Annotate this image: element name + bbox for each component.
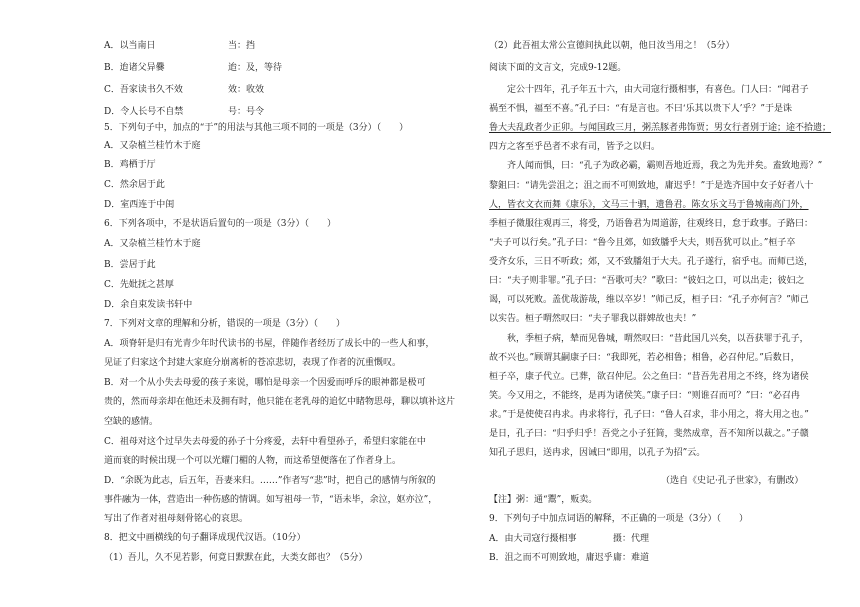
option-line: B．鸡栖于厅 <box>104 160 156 170</box>
passage-line: 齐人闻而惧，曰：“孔子为政必霸，霸则吾地近焉，我之为先并矣。盍致地焉？” <box>507 161 823 171</box>
option-line: B．尝居于此 <box>104 260 156 270</box>
text-line: 见证了归家这个封建大家庭分崩离析的苍凉悲切，表现了作者的沉重慨叹。 <box>104 358 402 368</box>
passage-line: 祸至不惧，福至不喜。”孔子曰：“有是言也。不曰‘乐其以贵下人’乎？”于是诛 <box>489 104 793 114</box>
passage-line: 受齐女乐，三日不听政；郊，又不致膰俎于大夫。孔子遂行，宿乎屯。而师已送， <box>489 257 814 267</box>
passage-line: 黎鉏曰：“请先尝沮之；沮之而不可则致地，庸迟乎！”于是选齐国中女子好者八十 <box>489 181 814 191</box>
option-line: D．令人长号不自禁 号：号令 <box>104 107 265 117</box>
passage-line: 曰：“夫子则非罪。”孔子曰：“吾歌可夫？”歌曰：“彼妇之口，可以出走；彼妇之 <box>489 276 805 286</box>
passage-line: 是日，孔子曰：“归乎归乎！吾党之小子狂简，斐然成章，吾不知所以裁之。”子赣 <box>489 429 809 439</box>
option-line: B．沮之而不可则致地，庸迟乎庸：难道 <box>489 553 650 563</box>
text-line: 事件融为一体，营造出一种伤感的情调。如写祖母一节，“语未毕，余泣，妪亦泣”， <box>104 495 438 505</box>
passage-line: 知孔子思归，送冉求，因诫曰“即用，以孔子为招”云。 <box>489 448 706 458</box>
source-citation: （选自《史记·孔子世家》，有删改） <box>661 476 804 486</box>
text-line: 道而衰的时候出现一个可以光耀门楣的人物，而这希望便落在了作者身上。 <box>104 456 402 466</box>
passage-line: 季桓子微服往观再三，将受，乃语鲁君为周道游，往观终日，怠于政事。子路曰： <box>489 219 814 229</box>
text-line: 写出了作者对祖母刻骨铭心的哀思。 <box>104 514 249 524</box>
passage-line: 以实告。桓子喟然叹曰：“夫子罪我以群婢故也夫！” <box>489 314 697 324</box>
text-line: 贵的，然而母亲却在他还未及拥有时，他只能在老乳母的追忆中睹物思母，聊以填补这片 <box>104 397 456 407</box>
passage-line-underlined: 鲁大夫乱政者少正卯。与闻国政三月，粥羔豚者弗饰贾；男女行者别于途；途不拾遗； <box>489 123 832 133</box>
text-line: C．祖母对这个过早失去母爱的孙子十分疼爱，去轩中看望孙子，希望归家能在中 <box>104 437 426 447</box>
text-line: A．项脊轩是归有光青少年时代读书的书屋，伴随作者经历了成长中的一些人和事， <box>104 339 435 349</box>
option-line: A．以当南日 当：挡 <box>104 41 256 51</box>
option-line: C．先妣抚之甚厚 <box>104 280 174 290</box>
option-line: C．吾家读书久不效 效：收效 <box>104 85 265 95</box>
passage-line: 桓子卒，康子代立。已葬，欲召仲尼。公之鱼曰：“昔吾先君用之不终，终为诸侯 <box>489 372 809 382</box>
option-line: A．又杂植兰桂竹木于庭 <box>104 141 201 151</box>
text-line: 空缺的感情。 <box>104 417 159 427</box>
option-line: A．又杂植兰桂竹木于庭 <box>104 239 201 249</box>
text-line: B．对一个从小失去母爱的孩子来说，哪怕是母亲一个因爱而呼斥的眼神都是极可 <box>104 378 426 388</box>
question-5: 5．下列句子中，加点的“于”的用法与其他三项不同的一项是（3分）（ ） <box>104 123 409 133</box>
reading-intro: 阅读下面的文言文，完成9-12题。 <box>489 63 627 73</box>
passage-line-underlined: 人，皆衣文衣而舞《康乐》，文马三十驷，遗鲁君。陈女乐文马于鲁城南高门外， <box>489 200 809 210</box>
passage-line: 故不兴也。”顾谓其嗣康子曰：“我即死，若必相鲁；相鲁，必召仲尼。”后数日， <box>489 353 800 363</box>
option-line: C．然余居于此 <box>104 180 165 190</box>
question-6: 6．下列各项中，不是状语后置句的一项是（3分）（ ） <box>104 219 336 229</box>
passage-line: 笑。今又用之，不能终，是再为诸侯笑。”康子曰：“则谁召而可？”曰：“必召冉 <box>489 391 800 401</box>
option-line: D．室西连于中闺 <box>104 200 175 210</box>
question-8: 8．把文中画横线的句子翻译成现代汉语。（10分） <box>104 533 306 543</box>
passage-line: 求。”于是使使召冉求。冉求将行，孔子曰：“鲁人召求，非小用之，将大用之也。” <box>489 410 809 420</box>
annotation-note: 【注】粥：通“鬻”，贩卖。 <box>489 495 598 505</box>
question-8-part-2: （2）此吾祖太常公宣德间执此以朝，他日汝当用之！（5分） <box>489 41 735 51</box>
passage-line: 四方之客至乎邑者不求有司，皆予之以归。 <box>489 142 661 152</box>
passage-line: “夫子可以行矣。”孔子曰：“鲁今且郊，如致膰乎大夫，则吾犹可以止。”桓子卒 <box>489 238 796 248</box>
question-9: 9．下列句子中加点词语的解释，不正确的一项是（3分）（ ） <box>489 514 748 524</box>
option-line: D．余自束发读书轩中 <box>104 300 193 310</box>
question-7: 7．下列对文章的理解和分析，错误的一项是（3分）（ ） <box>104 319 345 329</box>
passage-line: 定公十四年，孔子年五十六，由大司寇行摄相事，有喜色。门人曰：“闻君子 <box>507 85 809 95</box>
option-line: A．由大司寇行摄相事 摄：代理 <box>489 534 650 544</box>
passage-line: 秋，季桓子病，辇而见鲁城，喟然叹曰：“昔此国几兴矣，以吾获罪于孔子， <box>507 334 809 344</box>
text-line: D．“余既为此志，后五年，吾妻来归。……”作者写“悲”时，把自己的感情与所叙的 <box>104 476 436 486</box>
option-line: B．迨诸父异爨 迨：及，等待 <box>104 63 283 73</box>
question-8-part-1: （1）吾儿，久不见若影，何竟日默默在此，大类女郎也？（5分） <box>104 553 368 563</box>
passage-line: 谒，可以死败。盖优哉游哉，维以卒岁！”师己反，桓子曰：“孔子亦何言？”师己 <box>489 295 809 305</box>
